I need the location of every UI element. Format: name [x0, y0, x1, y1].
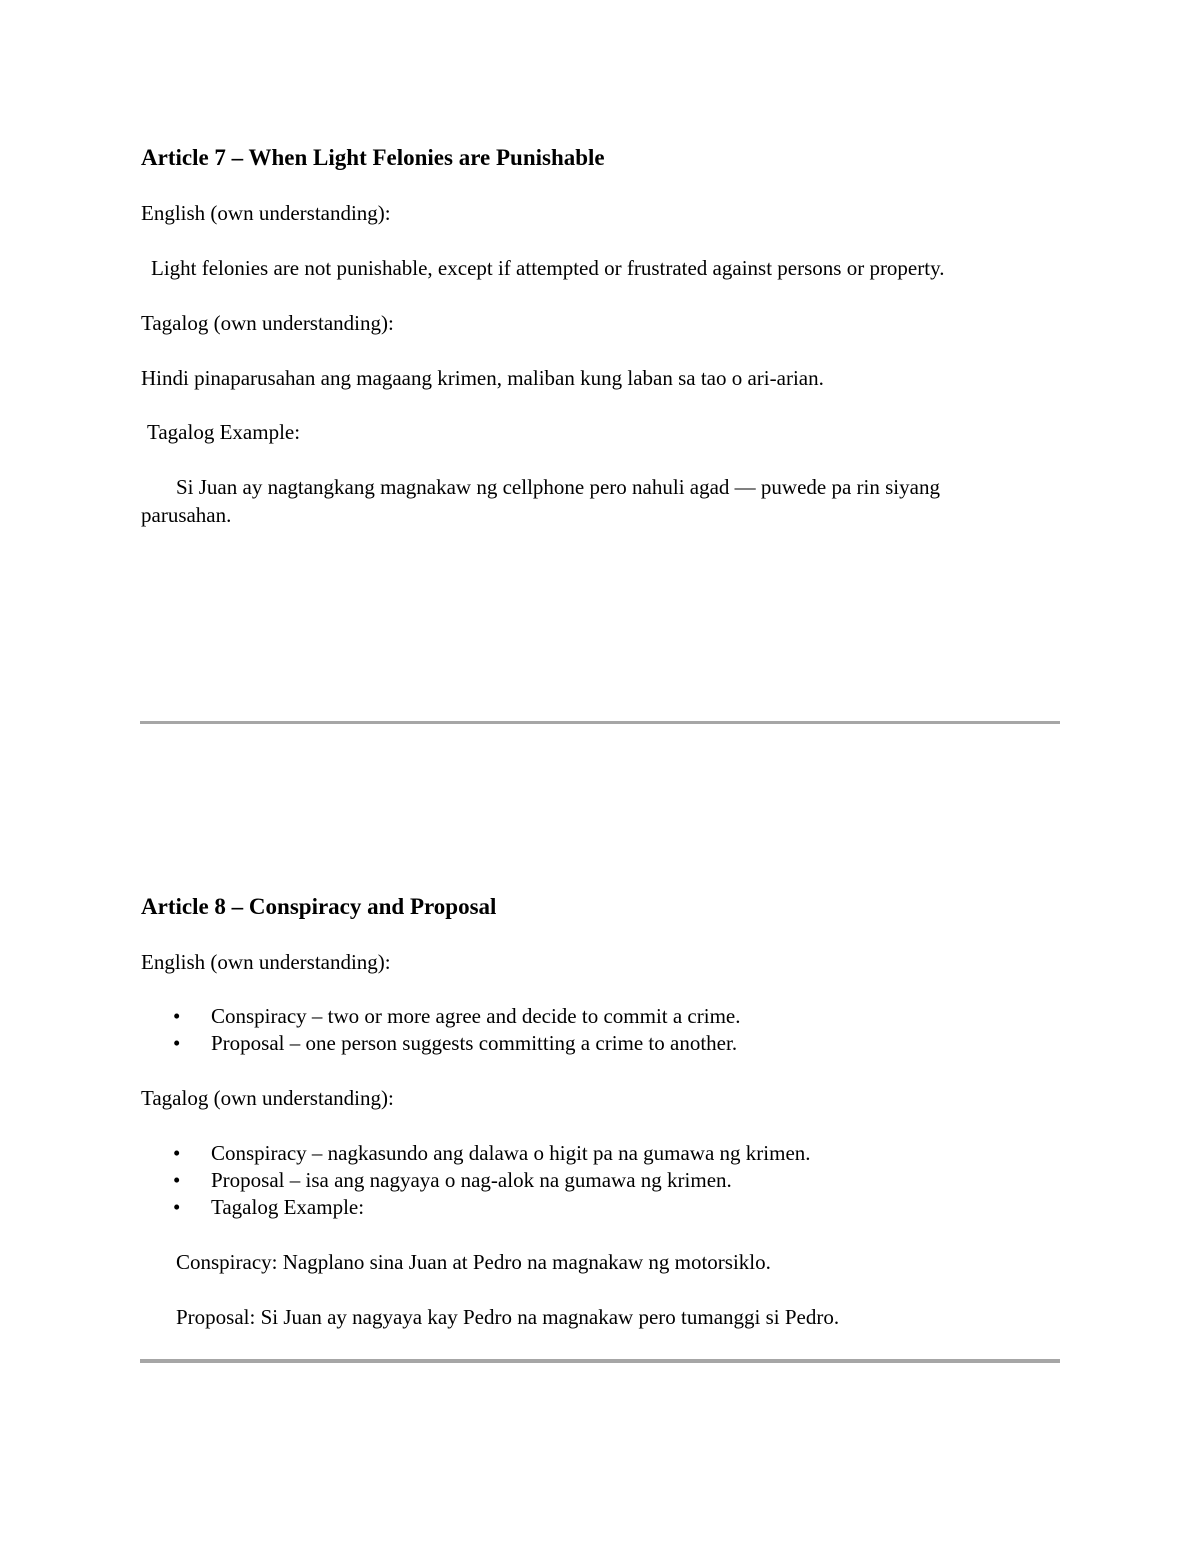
- article-8-tagalog-label: Tagalog (own understanding):: [141, 1086, 394, 1110]
- article-7-tagalog-text: Hindi pinaparusahan ang magaang krimen, maliban kung laban sa tao o ari-arian.: [141, 366, 824, 390]
- article-7-tagalog-label: Tagalog (own understanding):: [141, 311, 394, 335]
- list-item: Proposal – one person suggests committing a crime to another.: [211, 1031, 738, 1055]
- list-item: Conspiracy – nagkasundo ang dalawa o higit pa na gumawa ng krimen.: [211, 1141, 811, 1165]
- article-7-example-line-1: Si Juan ay nagtangkang magnakaw ng cellphone pero nahuli agad — puwede pa rin siyang: [176, 475, 940, 499]
- article-7-example-label: Tagalog Example:: [147, 420, 301, 444]
- section-divider: [140, 1359, 1060, 1363]
- article-7-heading: Article 7 – When Light Felonies are Punishable: [141, 145, 605, 170]
- list-item: Proposal – isa ang nagyaya o nag-alok na gumawa ng krimen.: [211, 1168, 732, 1192]
- list-item: Tagalog Example:: [211, 1195, 365, 1219]
- section-divider: [140, 721, 1060, 724]
- article-8-english-label: English (own understanding):: [141, 950, 391, 974]
- bullet-icon: •: [173, 1031, 181, 1055]
- bullet-icon: •: [173, 1141, 181, 1165]
- list-item: Conspiracy – two or more agree and decide to commit a crime.: [211, 1004, 741, 1028]
- article-8-heading: Article 8 – Conspiracy and Proposal: [141, 894, 497, 919]
- example-conspiracy: Conspiracy: Nagplano sina Juan at Pedro na magnakaw ng motorsiklo.: [176, 1250, 771, 1274]
- article-7-english-text: Light felonies are not punishable, except if attempted or frustrated against persons or property.: [151, 256, 945, 280]
- bullet-icon: •: [173, 1004, 181, 1028]
- article-7-example-line-2: parusahan.: [141, 503, 232, 527]
- example-proposal: Proposal: Si Juan ay nagyaya kay Pedro na magnakaw pero tumanggi si Pedro.: [176, 1305, 840, 1329]
- bullet-icon: •: [173, 1195, 181, 1219]
- article-7-english-label: English (own understanding):: [141, 201, 391, 225]
- bullet-icon: •: [173, 1168, 181, 1192]
